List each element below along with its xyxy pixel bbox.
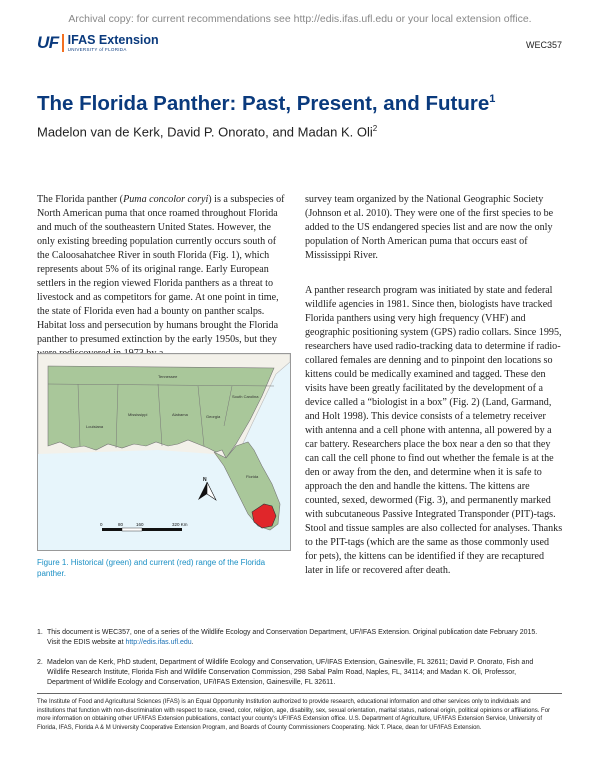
state-label-tennessee: Tennessee — [158, 374, 178, 379]
scale-label-160: 160 — [136, 522, 144, 527]
edis-link[interactable]: http://edis.ifas.ufl.edu — [125, 639, 192, 646]
state-label-alabama: Alabama — [172, 412, 188, 417]
survey-paragraph: survey team organized by the National Geographic Society (Johnson et al. 2010). They were one of the first species to be added to the US endangered species list and are now the only population of North American puma that occurs east of Mississippi River. — [305, 194, 554, 261]
north-label: N — [203, 477, 207, 483]
footer-divider — [37, 693, 562, 694]
logo-ifas-extension: IFAS Extension — [67, 33, 159, 47]
intro-paragraph — [37, 193, 289, 361]
document-id: WEC357 — [525, 40, 562, 50]
title-footnote-ref[interactable]: 1 — [489, 93, 496, 106]
authors-text: Madelon van de Kerk, David P. Onorato, and Madan K. Oli — [37, 124, 373, 140]
left-column — [37, 193, 289, 361]
footnote-1-text: This document is WEC357, one of a series of the Wildlife Ecology and Conservation Department, UF/IFAS Extension. Original publication date February 2015. Visit the EDIS website at — [47, 629, 538, 646]
figure-caption: Figure 1. Historical (green) and current (red) range of the Florida panther. — [37, 558, 266, 578]
logo-divider — [62, 34, 64, 52]
intro-text-b: ) is a subspecies of North American puma that once roamed throughout Florida and much of the southeastern United States. However, the only existing breeding population currently occurs south of the Caloosahatchee River in south Florida (Fig. 1), which represents about 5% of its original range. Early European settlers in the region viewed Florida panthers as a threat to livestock and as competitors for game. At one point in time, the state of Florida even had a bounty on panther scalps. Habitat loss and persecution by humans brought the Florida panther to presumed extinction by the early 1950s, but they — [37, 194, 285, 345]
footnote-number: 1. — [37, 629, 43, 636]
footnote-2-text: Madelon van de Kerk, PhD student, Department of Wildlife Ecology and Conservation, UF/IFAS Extension, Gainesville, FL 32611; David P. Onorato, Fish and Wildlife Research Institute, Florida Fish and Wildlife Conservation Commission, 298 Sabal Palm Road, Naples, FL, 34114; and Madan K. Oli, Professor, Department of Wildlife Ecology and Conservation, UF/IFAS Extension, Gainesville, FL 32611. — [47, 659, 534, 686]
state-label-mississippi: Mississippi — [128, 412, 148, 417]
equal-opportunity-statement: The Institute of Food and Agricultural Sciences (IFAS) is an Equal Opportunity Institution authorized to provide research, educational information and other services only to individuals and institutions that function with non-discrimination with respect to race, creed, color, religion, age, disability, sex, sexual orientation, marital status, national origin, political opinions or affiliations. For more information on obtaining other UF/IFAS Extension publications, contact your county’s UF/IFAS Extension office. U.S. Department of Agriculture, UF/IFAS Extension Service, University of Florida, IFAS, Florida A & M University Cooperative Extension Program, and Boards of County Commissioners Cooperating. Nick T. Place, dean for UF/IFAS Extension. — [37, 699, 551, 731]
species-name: Puma concolor coryi — [123, 194, 209, 205]
range-map-svg — [38, 354, 290, 550]
state-label-south-carolina: South Carolina — [232, 394, 259, 399]
intro-text-a: The Florida panther ( — [37, 194, 124, 205]
footnote-text — [47, 628, 552, 648]
scale-label-320: 320 Km — [172, 522, 188, 527]
range-map-figure — [37, 353, 291, 551]
state-label-florida: Florida — [246, 474, 259, 479]
footnote-1-after: . — [191, 639, 194, 646]
logo-university: UNIVERSITY of FLORIDA — [67, 46, 127, 52]
authors-footnote-ref[interactable]: 2 — [372, 124, 378, 133]
scale-label-80: 80 — [118, 522, 124, 527]
scale-label-0: 0 — [100, 522, 103, 527]
authors-line — [37, 124, 377, 139]
right-column — [305, 193, 563, 578]
archival-note: Archival copy: for current recommendations see http://edis.ifas.ufl.edu or your local extension office. — [68, 13, 532, 25]
uf-ifas-logo[interactable] — [37, 33, 159, 53]
footnote-number: 2. — [37, 659, 43, 666]
title-text: The Florida Panther: Past, Present, and Future — [37, 92, 490, 115]
state-label-georgia: Georgia — [206, 414, 221, 419]
logo-text — [68, 34, 159, 52]
research-paragraph: A panther research program was initiated by state and federal wildlife agencies in 1981. Since then, biologists have tracked Florida panthers using very high frequency (VHF) and geographic positioning system (GPS) radio collars. Since 1995, researchers have used radio-tracking data to determine if radio-collared females are denning and to pinpoint den locations so kittens could be medically examined and tagged. These den visits have been greatly facilitated by the development of a device called a “biologist in a box” (Fig. 2) (Land, Garmand, and Holt 1998). This device consists of a telemetry receiver with antenna and a cell phone with antenna, all powered by a car battery. Researchers place the box near a den so that they can call the cell phone to find out whether the female is at the den or away from the den, and determine when it is safe to approach the den and handle the kittens. The kittens are counted, sexed, dewormed (Fig. 3), and permanently marked with subcutaneous Passive Integrated Transponder (PIT)-tags. Stool and tissue samples are also collected for analyses. Thanks to the PIT-tags (which are the same as those commonly used for pets), the kittens can be identified if they are recaptured later in life or recovered after death. — [305, 285, 563, 576]
footnote-2 — [37, 658, 552, 688]
logo-uf-mark: UF — [37, 33, 59, 52]
page-title — [37, 92, 495, 116]
footnotes — [37, 628, 552, 698]
footnote-1 — [37, 628, 552, 648]
state-label-louisiana: Louisiana — [86, 424, 104, 429]
